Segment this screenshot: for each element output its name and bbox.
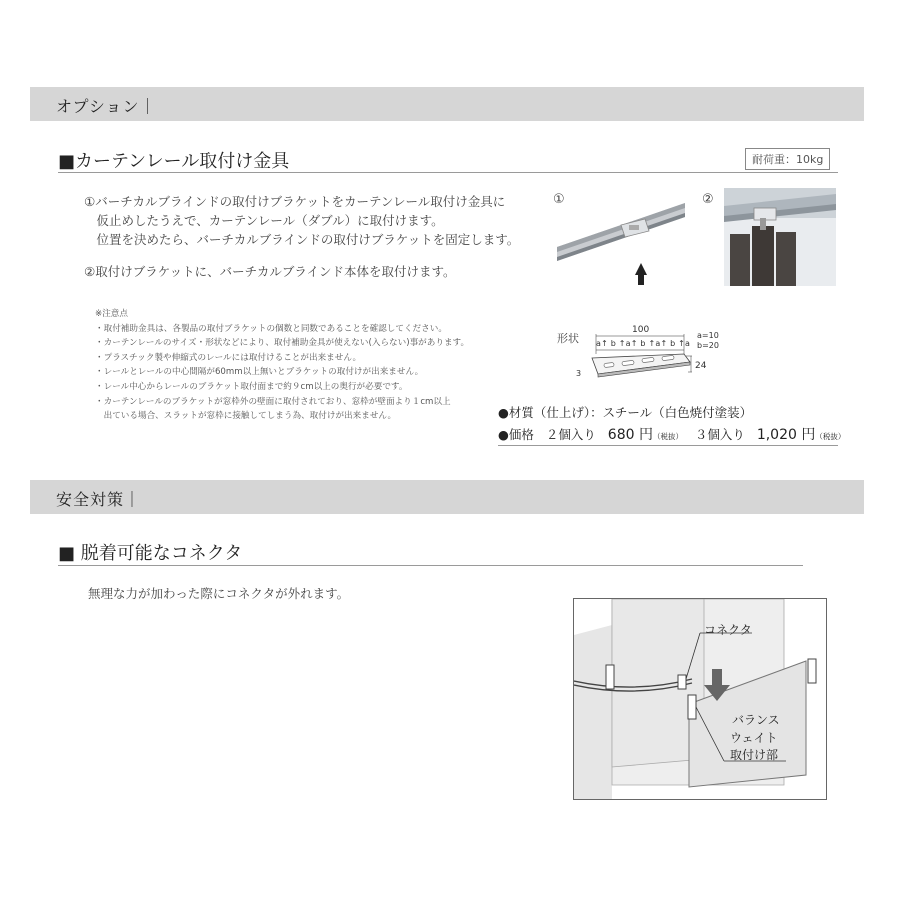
note-item: ・カーテンレールのサイズ・形状などにより、取付補助金具が使えない(入らない)事があります。 (95, 338, 470, 348)
heading-underline (58, 172, 838, 173)
options-section-title: オプション｜ (56, 97, 157, 116)
note-item: 出ている場合、スラットが窓枠に接触してしまう為、取付けが出来ません。 (95, 411, 397, 421)
rail-bracket-photo-1 (557, 195, 685, 287)
shape-b-value: b=20 (697, 341, 719, 350)
safety-section-band (30, 480, 864, 514)
connector-heading-underline (58, 565, 803, 566)
price-label: ●価格 (498, 427, 534, 442)
shape-height: 24 (695, 361, 707, 371)
step-1-line-2: 仮止めしたうえで、カーテンレール（ダブル）に取付けます。 (84, 213, 444, 228)
price-3-value: 1,020 円 (756, 427, 816, 443)
connector-label: コネクタ (704, 623, 752, 637)
shape-a-value: a=10 (697, 331, 719, 340)
connector-diagram-drawing (574, 599, 826, 799)
price-underline (498, 445, 838, 446)
note-item: ・レール中心からレールのブラケット取付面まで約９cm以上の奥行が必要です。 (95, 382, 408, 392)
price-2-value: 680 円 (607, 427, 653, 443)
shape-pattern: a↑ b ↑a↑ b ↑a↑ b ↑a (596, 339, 691, 348)
options-section-band (30, 87, 864, 121)
load-capacity-badge: 耐荷重：10kg (745, 148, 830, 170)
step-1-line-1: ①バーチカルブラインドの取付けブラケットをカーテンレール取付け金具に (84, 194, 506, 209)
rail-bracket-heading: ■カーテンレール取付け金具 (58, 151, 290, 172)
balance-label-2: ウェイト (730, 731, 778, 745)
step-2-line: ②取付けブラケットに、バーチカルブラインド本体を取付けます。 (84, 264, 456, 279)
balance-label-1: バランス (732, 713, 780, 727)
photo-2-label: ② (702, 192, 714, 207)
step-1-line-3: 位置を決めたら、バーチカルブラインドの取付けブラケットを固定します。 (84, 232, 520, 247)
price-row (498, 424, 845, 444)
connector-description: 無理な力が加わった際にコネクタが外れます。 (88, 586, 350, 601)
shape-label: 形状 (557, 332, 579, 345)
rail-bracket-photo-2 (724, 188, 836, 286)
safety-section-title: 安全対策｜ (56, 490, 142, 509)
tax-note: （税抜） (652, 432, 683, 441)
note-item: ・取付補助金具は、各製品の取付ブラケットの個数と同数であることを確認してください。 (95, 324, 447, 334)
tax-note: （税抜） (815, 432, 846, 441)
connector-heading: ■ 脱着可能なコネクタ (58, 543, 243, 564)
balance-label-3: 取付け部 (730, 748, 779, 762)
note-item: ・プラスチック製や伸縮式のレールには取付けることが出来ません。 (95, 353, 362, 363)
connector-diagram (573, 598, 827, 800)
material-spec: ●材質（仕上げ）：スチール（白色焼付塗装） (498, 405, 753, 420)
shape-thickness: 3 (576, 369, 582, 378)
price-2-qty: ２個入り (545, 427, 596, 442)
notes-title: ※注意点 (95, 309, 128, 319)
photo-1-label: ① (553, 192, 565, 207)
note-item: ・カーテンレールのブラケットが窓枠外の壁面に取付されており、窓枠が壁面より１cm以上 (95, 397, 451, 407)
shape-width: 100 (632, 325, 650, 335)
bracket-shape-drawing (584, 334, 696, 382)
price-3-qty: ３個入り (694, 427, 745, 442)
note-item: ・レールとレールの中心間隔が60mm以上無いとブラケットの取付けが出来ません。 (95, 367, 424, 377)
